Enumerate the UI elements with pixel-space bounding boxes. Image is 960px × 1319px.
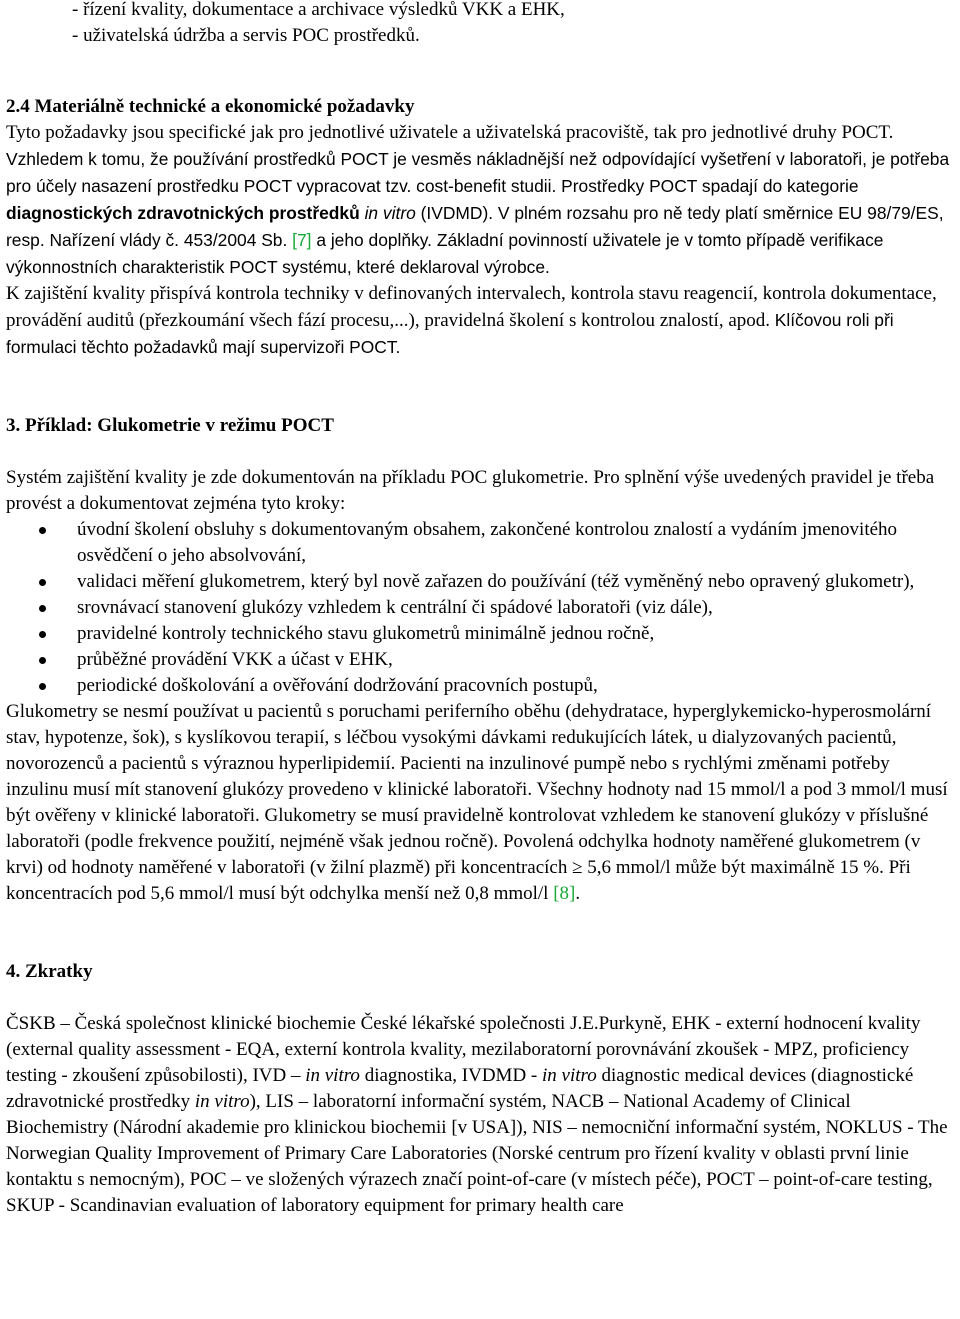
- bullet-item: [6, 595, 952, 621]
- section-2-4: [6, 94, 952, 361]
- bullet-text: validaci měření glukometrem, který byl nově zařazen do používání (též vyměněný nebo opravený glukometr),: [77, 571, 915, 592]
- section-3: [6, 413, 952, 907]
- bullet-text: periodické doškolování a ověřování dodržování pracovních postupů,: [77, 675, 598, 696]
- bullet-item: [6, 647, 952, 673]
- paragraph: [6, 465, 952, 517]
- bullet-item: [6, 569, 952, 595]
- bullet-icon: [39, 631, 46, 638]
- reference-link[interactable]: [8]: [553, 883, 576, 904]
- italic-term: in vitro: [542, 1065, 597, 1086]
- text-run: Tyto požadavky jsou specifické jak pro jednotlivé uživatele a uživatelská pracoviště, tak pro jednotlivé druhy POCT.: [6, 122, 894, 143]
- list-item: - řízení kvality, dokumentace a archivace výsledků VKK a EHK,: [72, 0, 565, 20]
- text-run: Glukometry se nesmí používat u pacientů s poruchami periferního oběhu (dehydratace, hyperglykemicko-hyperosmolární stav, hypotenze, šok), s kyslíkovou terapií, s léčbou vysokými dávkami redukujících látek, u dialyzovaných pacientů, novorozenců a pacientů s výraznou hyperlipidemií. Pacienti na inzulinové pumpě nebo s rychlými změnami potřeby inzulinu musí mít stanovení glukózy provedeno v klinické laboratoři. Všechny hodnoty nad 15 mmol/l a pod 3 mmol/l musí být ověřeny v klinické laboratoři. Glukometry se musí pravidelně kontrolovat vzhledem ke stanovení glukózy v příslušné laboratoři (podle frekvence použití, nejméně však jednou ročně). Povolená odchylka hodnoty naměřené glukometrem (v krvi) od hodnoty naměřené v laboratoři (v žilní plazmě) při koncentracích ≥ 5,6 mmol/l může být maximálně 15 %. Při koncentracích pod 5,6 mmol/l musí být odchylka menší než 0,8 mmol/l: [6, 701, 948, 904]
- bullet-icon: [39, 605, 46, 612]
- bullet-text: úvodní školení obsluhy s dokumentovaným obsahem, zakončené kontrolou znalostí a vydáním jmenovitého osvědčení o jeho absolvování,: [77, 519, 898, 566]
- bullet-icon: [39, 579, 46, 586]
- bullet-text: pravidelné kontroly technického stavu glukometrů minimálně jednou ročně,: [77, 623, 655, 644]
- bullet-icon: [39, 683, 46, 690]
- bullet-text: srovnávací stanovení glukózy vzhledem k centrální či spádové laboratoři (viz dále),: [77, 597, 713, 618]
- text-run: Vzhledem k tomu, že používání prostředků POCT je vesměs nákladnější než odpovídající vyšetření v laboratoři, je potřeba pro účely nasazení prostředku POCT vypracovat tzv. cost-benefit studii. Prostředky POCT spadají do kategorie: [6, 149, 950, 196]
- text-run: ČSKB – Česká společnost klinické biochemie České lékařské společnosti J.E.Purkyně, EHK - externí hodnocení kvality (external quality assessment - EQA, externí kontrola kvality, mezilaboratorní porovnávání zkoušek - MPZ, proficiency testing - zkoušení způsobilosti), IVD –: [6, 1013, 921, 1086]
- paragraph: [6, 281, 952, 361]
- section-heading: 3. Příklad: Glukometrie v režimu POCT: [6, 415, 334, 436]
- section-heading: 4. Zkratky: [6, 961, 93, 982]
- section-4: [6, 959, 952, 1219]
- bullet-item: [6, 517, 952, 569]
- text-run: (IVDMD). V plném rozsahu pro ně tedy platí směrnice EU 98/79/ES, resp. Nařízení vlády č. 453/2004 Sb.: [6, 203, 944, 250]
- italic-term: in vitro: [364, 203, 416, 223]
- bold-term: diagnostických zdravotnických prostředků: [6, 203, 360, 223]
- text-run: diagnostika, IVDMD -: [359, 1065, 542, 1086]
- paragraph: [6, 120, 952, 281]
- reference-link[interactable]: [7]: [292, 230, 312, 250]
- text-run: K zajištění kvality přispívá kontrola techniky v definovaných intervalech, kontrola stavu reagencií, kontrola dokumentace, provádění auditů (přezkoumání všech fází procesu,...), pravidelná školení s kontrolou znalostí, apod.: [6, 283, 937, 331]
- bullet-list: [6, 517, 952, 699]
- paragraph: [6, 1011, 952, 1219]
- text-run: Systém zajištění kvality je zde dokumentován na příkladu POC glukometrie.: [6, 467, 594, 488]
- text-run: .: [575, 883, 581, 904]
- text-run-sans: [6, 149, 949, 277]
- text-run: ), LIS – laboratorní informační systém, NACB – National Academy of Clinical Biochemistry (Národní akademie pro klinickou biochemii [v USA]), NIS – nemocniční informační systém, NOKLUS - The Norwegian Quality Improvement of Primary Care Laboratories (Norské centrum pro řízení kvality v oblasti první linie kontaktu s nemocným), POC – ve složených výrazech značí point-of-care (v místech péče), POCT – point-of-care testing, SKUP - Scandinavian evaluation of laboratory equipment for primary health care: [6, 1091, 948, 1216]
- text-run: Pro splnění výše uvedených pravidel je třeba provést a dokumentovat zejména tyto kroky:: [6, 467, 935, 514]
- document-page: [6, 0, 952, 1219]
- text-run: a jeho doplňky. Základní povinností uživatele je v tomto případě verifikace výkonnostních charakteristik POCT systému, které deklaroval výrobce.: [6, 230, 884, 277]
- bullet-item: [6, 673, 952, 699]
- bullet-icon: [39, 527, 46, 534]
- top-dash-list: [6, 0, 952, 49]
- list-item: - uživatelská údržba a servis POC prostředků.: [72, 25, 420, 46]
- bullet-item: [6, 621, 952, 647]
- bullet-icon: [39, 657, 46, 664]
- bullet-text: průběžné provádění VKK a účast v EHK,: [77, 649, 393, 670]
- text-run-sans: Klíčovou roli při formulaci těchto požadavků mají supervizoři POCT.: [6, 310, 894, 357]
- italic-term: in vitro: [305, 1065, 360, 1086]
- text-run: diagnostic medical devices (diagnostické zdravotnické prostředky: [6, 1065, 914, 1112]
- italic-term: in vitro: [194, 1091, 250, 1112]
- paragraph: [6, 699, 952, 907]
- section-heading: 2.4 Materiálně technické a ekonomické požadavky: [6, 96, 415, 117]
